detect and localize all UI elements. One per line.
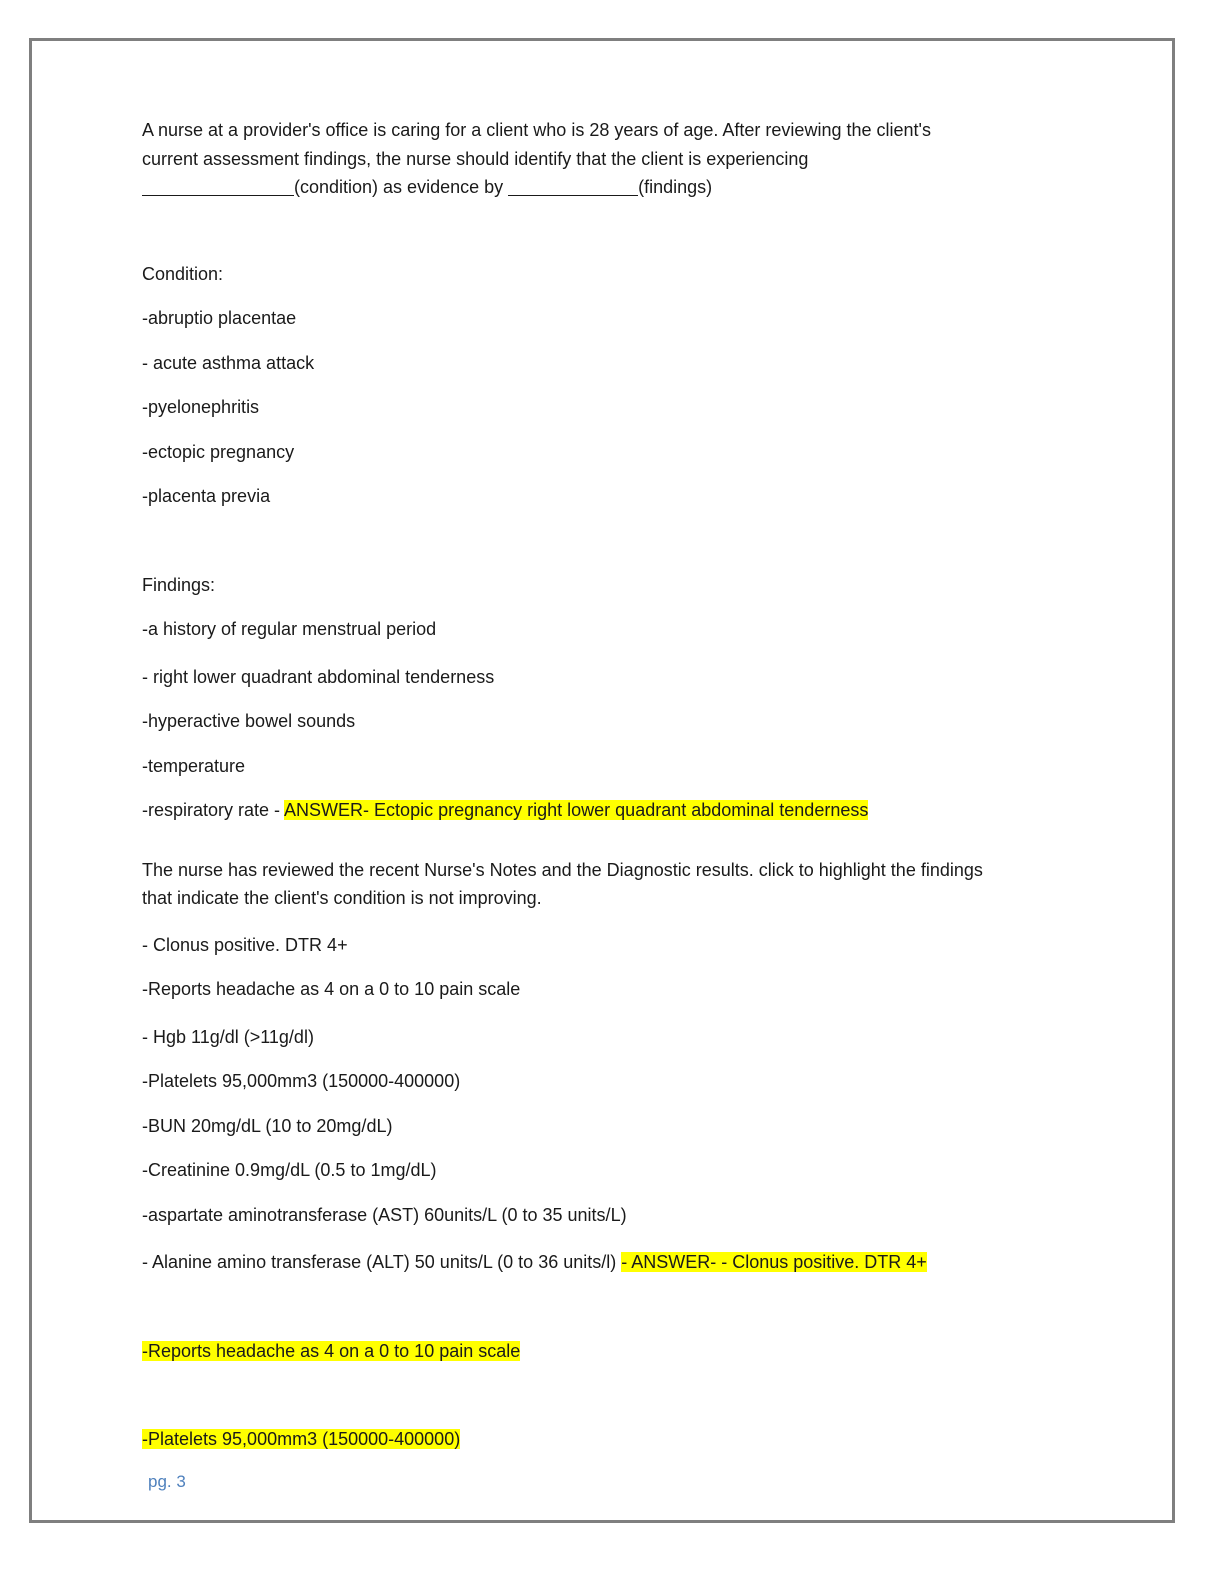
findings-heading: Findings:: [142, 574, 216, 595]
condition-item: -abruptio placentae: [142, 308, 297, 328]
q2-answer-highlight: -Reports headache as 4 on a 0 to 10 pain scale: [142, 1340, 521, 1361]
q2-answer-highlight: -Platelets 95,000mm3 (150000-400000): [142, 1429, 461, 1449]
condition-item: - acute asthma attack: [142, 352, 315, 373]
q1-answer-highlight: ANSWER- Ectopic pregnancy right lower quadrant abdominal tenderness: [284, 800, 869, 820]
last-finding-text: -respiratory rate -: [142, 800, 285, 820]
finding-item: - right lower quadrant abdominal tenderness: [142, 666, 495, 687]
finding-item: -a history of regular menstrual period: [142, 619, 437, 639]
q2-item: -Platelets 95,000mm3 (150000-400000): [142, 1071, 461, 1091]
findings-label: (findings): [638, 177, 713, 197]
condition-label: (condition) as evidence by: [294, 177, 509, 197]
q2-item: -aspartate aminotransferase (AST) 60units/L (0 to 35 units/L): [142, 1204, 627, 1225]
q2-item-last: [142, 1248, 1092, 1277]
q2-answer-line: [142, 1425, 1092, 1454]
q2-answer-inline-highlight: - ANSWER- - Clonus positive. DTR 4+: [621, 1252, 927, 1272]
last-item-text: - Alanine amino transferase (ALT) 50 units/L (0 to 36 units/l): [142, 1252, 622, 1272]
finding-item: -temperature: [142, 755, 246, 776]
q2-item: - Clonus positive. DTR 4+: [142, 934, 348, 955]
q1-intro-line3: [142, 173, 1092, 202]
q2-intro-line2: that indicate the client's condition is not improving.: [142, 888, 542, 908]
q2-answer-line: [142, 1337, 1092, 1366]
condition-item: -pyelonephritis: [142, 397, 260, 417]
condition-item: -ectopic pregnancy: [142, 441, 295, 462]
q2-item: -Creatinine 0.9mg/dL (0.5 to 1mg/dL): [142, 1160, 437, 1180]
q1-intro-line1: A nurse at a provider's office is caring for a client who is 28 years of age. After reviewing the client's: [142, 120, 931, 140]
q2-item: -Reports headache as 4 on a 0 to 10 pain scale: [142, 979, 521, 999]
condition-item: -placenta previa: [142, 486, 271, 506]
finding-item: -hyperactive bowel sounds: [142, 711, 356, 731]
q1-intro-line2: current assessment findings, the nurse should identify that the client is experiencing: [142, 148, 809, 169]
finding-item-last: [142, 796, 1092, 825]
findings-blank: [508, 175, 638, 196]
condition-blank: [142, 175, 294, 196]
conditions-heading: Condition:: [142, 263, 224, 284]
page-number: pg. 3: [148, 1472, 186, 1491]
document-body: [142, 116, 1092, 1454]
q2-item: - Hgb 11g/dl (>11g/dl): [142, 1026, 314, 1047]
q2-intro-line1: The nurse has reviewed the recent Nurse's Notes and the Diagnostic results. click to highlight the findings: [142, 859, 983, 880]
q2-item: -BUN 20mg/dL (10 to 20mg/dL): [142, 1115, 393, 1136]
